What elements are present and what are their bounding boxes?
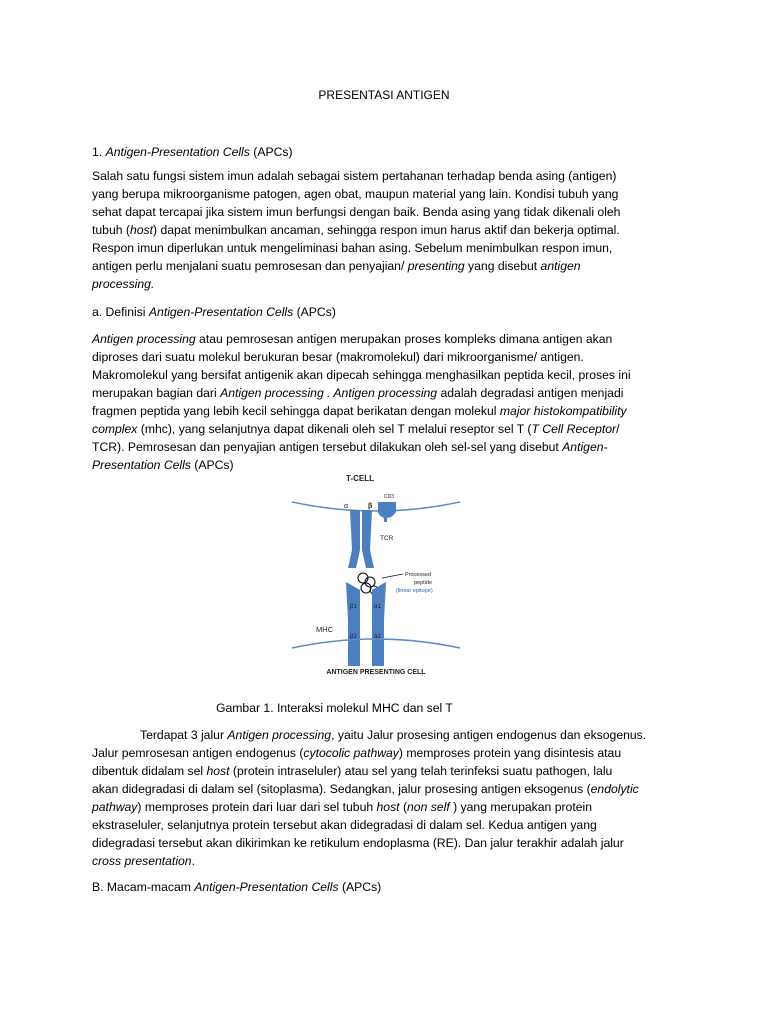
paragraph-intro [92,167,682,293]
text-line: sehat dapat tercapai jika sistem imun berfungsi dengan baik. Benda asing yang tidak dikenali oleh [92,205,621,219]
text-line: tubuh (host) dapat menimbulkan ancaman, sehingga respon imun harus aktif dan bekerja optimal. [92,223,620,237]
section-b-heading: B. Macam-macam Antigen-Presentation Cells (APCs) [92,880,382,894]
text-line: cross presentation. [92,854,195,868]
beta1-label: β1 [350,604,357,610]
mhc-beta-chain [346,582,360,666]
apc-label: ANTIGEN PRESENTING CELL [326,669,426,676]
section-number: 1. [92,145,103,159]
tcr-label: TCR [380,535,394,542]
peptide-label: peptide [414,580,433,586]
section-1-heading [92,143,682,161]
text-line: ekstraseluler, selanjutnya protein tersebut akan didegradasi di dalam sel. Kedua antigen yang [92,818,597,832]
beta2-label: β2 [350,634,357,640]
mhc-alpha-chain [372,582,386,666]
section-term: Antigen-Presentation Cells [105,145,250,159]
linear-epitope-label: (linear epitope) [396,588,433,594]
cd3-molecule [378,502,396,522]
text-line: Makromolekul yang bersifat antigenik akan dipecah sehingga menghasilkan peptida kecil, proses ini [92,368,631,382]
text-line: antigen perlu menjalani suatu pemrosesan dan penyajian/ presenting yang disebut antigen [92,259,581,273]
tcr-alpha-chain [348,510,360,568]
text-line: complex (mhc), yang selanjutnya dapat dikenali oleh sel T melalui reseptor sel T (T Cell Receptor/ [92,422,620,436]
text-line: akan didegradasi di dalam sel (sitoplasma). Sedangkan, jalur prosesing antigen eksogenus (endolytic [92,782,639,796]
subsection-a-heading: a. Definisi Antigen-Presentation Cells (APCs) [92,305,336,319]
alpha2-label: α2 [374,634,381,640]
tcr-beta-chain [362,510,374,568]
text-line: TCR). Pemrosesan dan penyajian antigen tersebut dilakukan oleh sel-sel yang disebut Antigen- [92,440,608,454]
figure-caption: Gambar 1. Interaksi molekul MHC dan sel T [216,701,453,715]
cd3-label: CD3 [384,494,395,500]
text-line: pathway) memproses protein dari luar dari sel tubuh host (non self ) yang merupakan protein [92,800,592,814]
tcell-membrane [292,502,460,511]
text-line: diproses dari suatu molekul berukuran besar (makromolekul) dari mikroorganisme/ antigen. [92,350,584,364]
alpha-label: α [344,503,349,510]
text-line: dibentuk didalam sel host (protein intraseluler) atau sel yang telah terinfeksi suatu pathogen, lalu [92,764,613,778]
paragraph-pathways [92,726,682,870]
mhc-tcell-diagram [288,470,464,682]
text-line: didegradasi tersebut akan dikirimkan ke retikulum endoplasma (RE). Dan jalur terakhir adalah jalur [92,836,624,850]
beta-label: β [368,503,373,510]
text-line: Jalur pemrosesan antigen endogenus (cytocolic pathway) memproses protein yang disintesis atau [92,746,622,760]
alpha1-label: α1 [374,604,381,610]
processed-label: Processed [405,572,431,578]
text-line: processing. [92,277,155,291]
peptide-arrow [382,574,403,578]
text-line: Salah satu fungsi sistem imun adalah sebagai sistem pertahanan terhadap benda asing (antigen) [92,169,617,183]
text-line: fragmen peptida yang lebih kecil sehingga dapat berikatan dengan molekul major histokompatibility [92,404,627,418]
section-abbr: (APCs) [253,145,293,159]
text-line: Terdapat 3 jalur Antigen processing, yaitu Jalur prosesing antigen endogenus dan eksogenus. [140,728,647,742]
page-title: PRESENTASI ANTIGEN [318,88,450,102]
text-line: yang berupa mikroorganisme patogen, agen obat, maupun material yang lain. Kondisi tubuh yang [92,187,619,201]
paragraph-definition [92,330,682,474]
text-line: merupakan bagian dari Antigen processing . Antigen processing adalah degradasi antigen menjadi [92,386,624,400]
text-line: Presentation Cells (APCs) [92,458,234,472]
text-line: Antigen processing atau pemrosesan antigen merupakan proses kompleks dimana antigen akan [92,332,613,346]
text-line: Respon imun diperlukan untuk mengeliminasi bahan asing. Sebelum menimbulkan respon imun, [92,241,613,255]
tcell-label: T-CELL [346,474,374,483]
mhc-label: MHC [316,625,334,634]
